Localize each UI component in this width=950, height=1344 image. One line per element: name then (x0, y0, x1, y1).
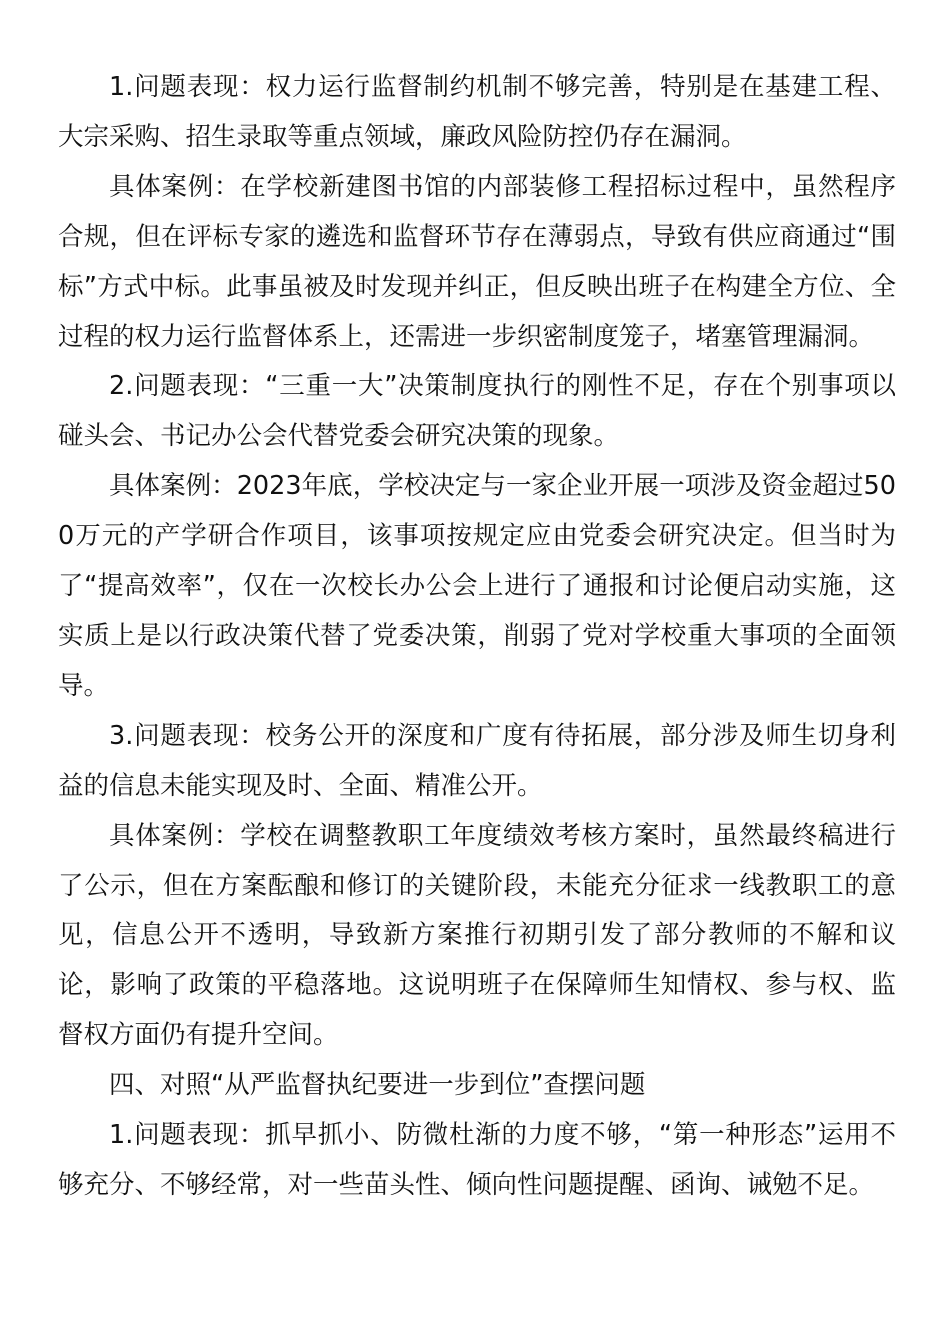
paragraph-case-3: 具体案例：学校在调整教职工年度绩效考核方案时，虽然最终稿进行了公示，但在方案酝酿和修订的关键阶段，未能充分征求一线教职工的意见，信息公开不透明，导致新方案推行初期引发了部分教师的不解和议论，影响了政策的平稳落地。这说明班子在保障师生知情权、参与权、监督权方面仍有提升空间。 (58, 820, 896, 1051)
paragraph-problem-2: 2.问题表现：“三重一大”决策制度执行的刚性不足，存在个别事项以碰头会、书记办公会代替党委会研究决策的现象。 (58, 371, 896, 452)
paragraph-case-1: 具体案例：在学校新建图书馆的内部装修工程招标过程中，虽然程序合规，但在评标专家的遴选和监督环节存在薄弱点，导致有供应商通过“围标”方式中标。此事虽被及时发现并纠正，但反映出班子在构建全方位、全过程的权力运行监督体系上，还需进一步织密制度笼子，堵塞管理漏洞。 (58, 171, 896, 352)
paragraph-problem-1: 1.问题表现：权力运行监督制约机制不够完善，特别是在基建工程、大宗采购、招生录取等重点领域，廉政风险防控仍存在漏洞。 (58, 72, 896, 152)
section-heading-4: 四、对照“从严监督执纪要进一步到位”查摆问题 (109, 1070, 646, 1101)
document-page (58, 63, 896, 1211)
paragraph-section4-problem-1: 1.问题表现：抓早抓小、防微杜渐的力度不够，“第一种形态”运用不够充分、不够经常，对一些苗头性、倾向性问题提醒、函询、诫勉不足。 (58, 1120, 896, 1200)
paragraph-case-2: 具体案例：2023年底，学校决定与一家企业开展一项涉及资金超过500万元的产学研合作项目，该事项按规定应由党委会研究决定。但当时为了“提高效率”，仅在一次校长办公会上进行了通报和讨论便启动实施，这实质上是以行政决策代替了党委决策，削弱了党对学校重大事项的全面领导。 (58, 471, 896, 701)
paragraph-problem-3: 3.问题表现：校务公开的深度和广度有待拓展，部分涉及师生切身利益的信息未能实现及时、全面、精准公开。 (58, 720, 896, 801)
